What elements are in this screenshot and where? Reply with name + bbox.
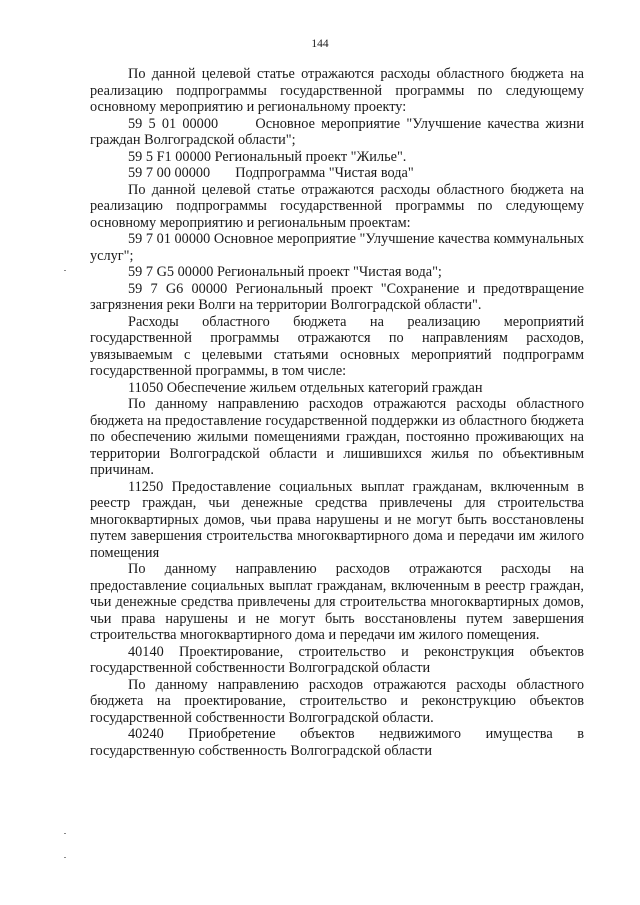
scan-mark: [64, 857, 66, 858]
document-body: [90, 66, 588, 759]
paragraph: По данной целевой статье отражаются расходы областного бюджета на реализацию подпрограммы государственной программы по следующему основному мероприятию и региональному проекту:: [90, 66, 584, 115]
paragraph-heading: 40140 Проектирование, строительство и реконструкция объектов государственной собственности Волгоградской области: [90, 643, 584, 676]
paragraph-code-item: 59 7 01 00000 Основное мероприятие "Улучшение качества коммунальных услуг";: [90, 231, 584, 264]
paragraph-code-item: 59 7 00 00000 Подпрограмма "Чистая вода": [128, 165, 414, 181]
scan-mark: [64, 270, 66, 271]
paragraph-code-item: 59 5 F1 00000 Региональный проект "Жилье".: [128, 148, 407, 165]
paragraph: Расходы областного бюджета на реализацию мероприятий государственной программы отражаются по направлениям расходов, увязываемым с целевыми статьями основных мероприятий подпрограмм государственной программы, в том числе:: [90, 313, 584, 379]
paragraph: По данному направлению расходов отражаются расходы на предоставление социальных выплат гражданам, включенным в реестр граждан, чьи денежные средства привлечены для строительства многоквартирных домов, чьи права нарушены и не могут быть восстановлены путем завершения строительства многоквартирного дома и передачи им жилого помещения.: [90, 561, 584, 643]
paragraph-heading: 40240 Приобретение объектов недвижимого имущества в государственную собственность Волгоградской области: [90, 726, 584, 759]
paragraph: По данной целевой статье отражаются расходы областного бюджета на реализацию подпрограммы государственной программы по следующему основному мероприятию и региональным проектам:: [90, 181, 584, 231]
paragraph-heading: 11050 Обеспечение жильем отдельных категорий граждан: [128, 379, 483, 396]
paragraph: По данному направлению расходов отражаются расходы областного бюджета на проектирование, строительство и реконструкцию объектов государственной собственности Волгоградской области.: [90, 676, 584, 726]
paragraph-code-item: 59 7 G6 00000 Региональный проект "Сохранение и предотвращение загрязнения реки Волги на территории Волгоградской области".: [90, 280, 584, 313]
paragraph-code-item: 59 5 01 00000 Основное мероприятие "Улучшение качества жизни граждан Волгоградской области";: [90, 115, 588, 148]
paragraph-heading: 11250 Предоставление социальных выплат гражданам, включенным в реестр граждан, чьи денежные средства привлечены для строительства многоквартирных домов, чьи права нарушены и не могут быть восстановлены путем завершения строительства многоквартирного дома и передачи им жилого помещения: [90, 478, 584, 561]
paragraph-code-item: 59 7 G5 00000 Региональный проект "Чистая вода";: [128, 264, 442, 280]
paragraph: По данному направлению расходов отражаются расходы областного бюджета на предоставление государственной поддержки из областного бюджета по обеспечению жилыми помещениями граждан, постоянно проживающих на территории Волгоградской области и лишившихся жилья по объективным причинам.: [90, 396, 584, 478]
scan-mark: [64, 833, 66, 834]
page-number: 144: [311, 38, 329, 50]
